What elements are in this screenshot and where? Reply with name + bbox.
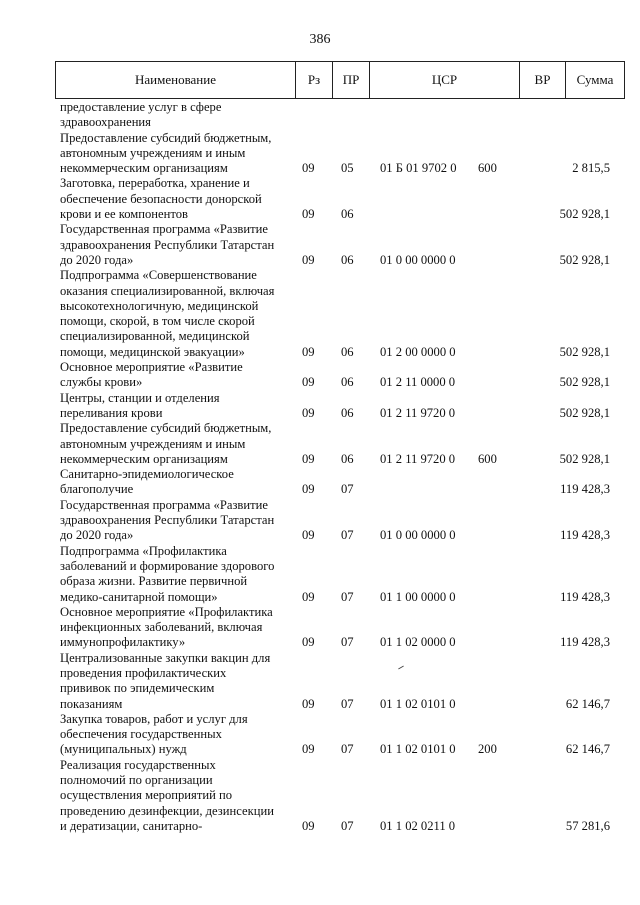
row-rz: 09 [302,451,315,466]
row-name: Реализация государственных полномочий по организации осуществления мероприятий по проведению дезинфекции, дезинсекции и дератизации, санитарно- [60,757,274,833]
header-rz: Рз [296,62,333,98]
row-pr: 07 [341,742,354,757]
row-rz: 09 [302,207,315,222]
row-name: Закупка товаров, работ и услуг для обеспечения государственных (муниципальных) нужд [60,711,248,757]
row-pr: 06 [341,451,354,466]
row-sum: 502 928,1 [559,405,610,420]
row-sum: 502 928,1 [559,207,610,222]
row-sum: 119 428,3 [560,528,610,543]
row-pr: 06 [341,344,354,359]
row-name: Подпрограмма «Профилактика заболеваний и формирование здорового образа жизни. Развитие первичной медико-санитарной помощи» [60,543,275,604]
row-name: Предоставление субсидий бюджетным, автономным учреждениям и иным некоммерческим организациям [60,421,272,466]
table-header [55,61,625,99]
header-pr: ПР [333,62,370,98]
row-name: предоставление услуг в сфере здравоохранения [60,100,222,130]
row-sum: 502 928,1 [559,451,610,466]
row-rz: 09 [302,528,315,543]
row-name: Государственная программа «Развитие здравоохранения Республики Татарстан до 2020 года» [60,222,275,267]
row-rz: 09 [302,161,315,176]
row-rz: 09 [302,589,315,604]
row-pr: 06 [341,207,354,222]
row-rz: 09 [302,375,315,390]
row-csr: 01 1 02 0101 0 [380,742,456,757]
row-csr: 01 1 02 0101 0 [380,696,456,711]
table-row [60,605,620,651]
row-pr: 07 [341,696,354,711]
row-rz: 09 [302,818,315,833]
row-csr: 01 1 00 0000 0 [380,589,456,604]
table-row [60,498,620,544]
row-sum: 119 428,3 [560,635,610,650]
row-name: Подпрограмма «Совершенствование оказания специализированной, включая высокотехнологичную, медицинской помощи, скорой, в том числе скорой специализированной, медицинской помощи, медицинской эвакуации» [60,268,275,359]
row-vr: 600 [478,451,497,466]
row-pr: 05 [341,161,354,176]
row-name: Основное мероприятие «Профилактика инфекционных заболеваний, включая иммунопрофилактику» [60,604,273,650]
row-rz: 09 [302,482,315,497]
row-csr: 01 2 11 9720 0 [380,451,456,466]
table-row [60,544,620,605]
table-body [60,100,620,834]
table-row [60,100,620,131]
row-name: Основное мероприятие «Развитие службы крови» [60,360,243,390]
row-sum: 502 928,1 [559,252,610,267]
table-row [60,131,620,177]
row-pr: 07 [341,482,354,497]
header-sum: Сумма [576,72,614,87]
row-rz: 09 [302,635,315,650]
row-vr: 200 [478,742,497,757]
row-csr: 01 Б 01 9702 0 [380,161,457,176]
row-sum: 62 146,7 [565,742,610,757]
table-row [60,651,620,712]
row-rz: 09 [302,344,315,359]
row-csr: 01 0 00 0000 0 [380,252,456,267]
row-sum: 502 928,1 [559,375,610,390]
row-name: Центры, станции и отделения переливания крови [60,390,220,420]
row-name: Заготовка, переработка, хранение и обеспечение безопасности донорской крови и ее компонентов [60,176,262,222]
row-rz: 09 [302,405,315,420]
table-row [60,758,620,834]
row-rz: 09 [302,252,315,267]
row-sum: 119 428,3 [560,482,610,497]
row-pr: 07 [341,528,354,543]
page-number: 386 [309,32,331,47]
row-name: Государственная программа «Развитие здравоохранения Республики Татарстан до 2020 года» [60,497,275,543]
row-pr: 06 [341,405,354,420]
row-sum: 119 428,3 [560,589,610,604]
row-pr: 06 [341,375,354,390]
row-csr: 01 0 00 0000 0 [380,528,456,543]
row-csr: 01 2 00 0000 0 [380,344,456,359]
table-row [60,467,620,498]
header-csr: ЦСР [370,62,520,98]
row-pr: 06 [341,252,354,267]
table-row [60,360,620,391]
row-csr: 01 1 02 0000 0 [380,635,456,650]
row-csr: 01 2 11 9720 0 [380,405,456,420]
row-csr: 01 1 02 0211 0 [380,818,456,833]
row-pr: 07 [341,589,354,604]
row-sum: 62 146,7 [565,696,610,711]
row-name: Централизованные закупки вакцин для проведения профилактических прививок по эпидемическим показаниям [60,650,271,711]
row-name: Предоставление субсидий бюджетным, автономным учреждениям и иным некоммерческим организациям [60,130,272,176]
row-sum: 2 815,5 [572,161,610,176]
row-rz: 09 [302,696,315,711]
row-sum: 502 928,1 [559,344,610,359]
row-vr: 600 [478,161,497,176]
header-name: Наименование [56,62,296,98]
table-row [60,391,620,422]
row-name: Санитарно-эпидемиологическое благополучие [60,467,234,497]
header-vr: ВР [520,62,566,98]
table-row [60,176,620,222]
row-pr: 07 [341,818,354,833]
table-row [60,268,620,360]
row-rz: 09 [302,742,315,757]
table-row [60,712,620,758]
row-pr: 07 [341,635,354,650]
row-sum: 57 281,6 [565,818,610,833]
table-row [60,421,620,467]
table-row [60,222,620,268]
row-csr: 01 2 11 0000 0 [380,375,456,390]
